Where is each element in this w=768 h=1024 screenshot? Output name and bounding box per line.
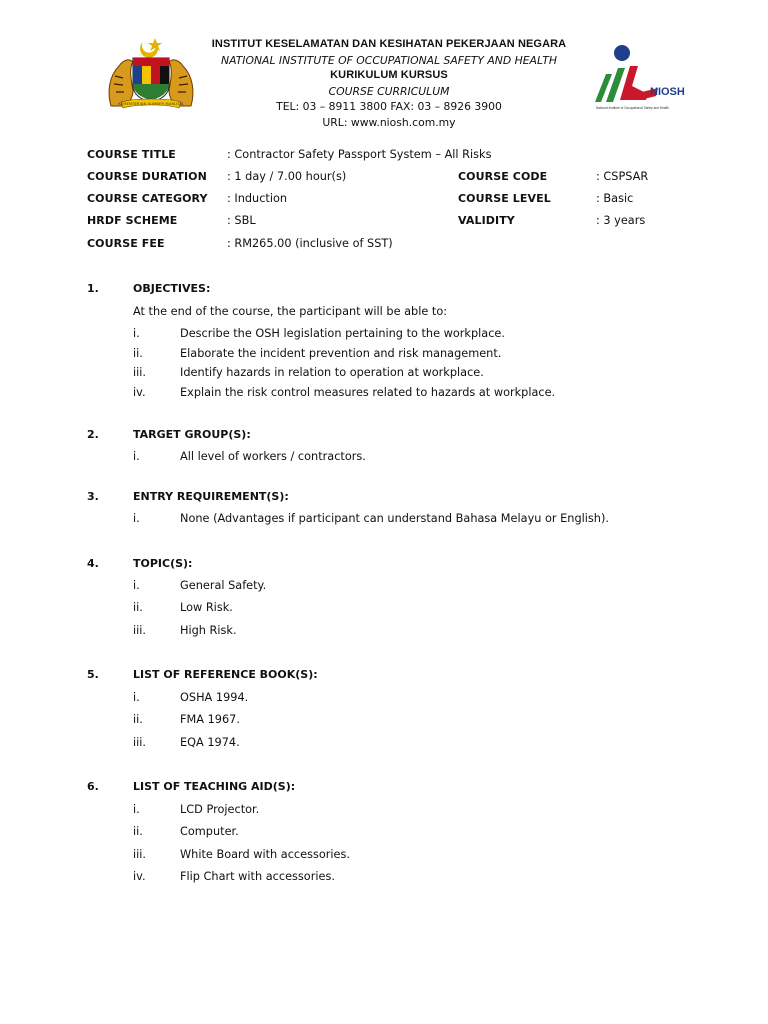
niosh-logo-text: NIOSH — [650, 86, 685, 98]
item-numeral: iv. — [133, 870, 146, 883]
item-numeral: i. — [133, 691, 140, 704]
list-item — [0, 364, 768, 382]
item-numeral: ii. — [133, 347, 143, 360]
course-fee-label: COURSE FEE — [87, 237, 165, 250]
item-numeral: i. — [133, 803, 140, 816]
item-numeral: i. — [133, 450, 140, 463]
coat-of-arms-logo — [103, 36, 199, 110]
objectives-intro: At the end of the course, the participant will be able to: — [133, 305, 448, 318]
section-title: TARGET GROUP(S): — [133, 428, 251, 441]
item-text: Describe the OSH legislation pertaining to the workplace. — [180, 327, 505, 340]
curriculum-title-malay: KURIKULUM KURSUS — [330, 69, 448, 82]
item-text: Identify hazards in relation to operation at workplace. — [180, 366, 484, 379]
list-item — [0, 868, 768, 886]
course-title-label: COURSE TITLE — [87, 148, 176, 161]
course-duration-value: : 1 day / 7.00 hour(s) — [227, 170, 347, 183]
course-code-label: COURSE CODE — [458, 170, 548, 183]
validity-label: VALIDITY — [458, 214, 515, 227]
item-numeral: iii. — [133, 624, 147, 637]
item-text: Explain the risk control measures related to hazards at workplace. — [180, 386, 556, 399]
item-text: High Risk. — [180, 624, 237, 637]
course-category-value: : Induction — [227, 192, 288, 205]
item-text: Elaborate the incident prevention and risk management. — [180, 347, 502, 360]
list-item — [0, 622, 768, 640]
institute-name-malay: INSTITUT KESELAMATAN DAN KESIHATAN PEKERJAAN NEGARA — [211, 38, 567, 50]
list-item — [0, 325, 768, 343]
section-number: 6. — [87, 780, 99, 793]
list-item — [0, 846, 768, 864]
item-numeral: iv. — [133, 386, 146, 399]
list-item — [0, 711, 768, 729]
course-fee-value: : RM265.00 (inclusive of SST) — [227, 237, 393, 250]
item-numeral: ii. — [133, 713, 143, 726]
section-title: ENTRY REQUIREMENT(S): — [133, 490, 289, 503]
section-teaching-aids-heading — [0, 778, 768, 796]
item-text: Low Risk. — [180, 601, 233, 614]
list-item — [0, 823, 768, 841]
document-header — [190, 37, 588, 131]
hrdf-scheme-value: : SBL — [227, 214, 256, 227]
list-item — [0, 577, 768, 595]
item-numeral: ii. — [133, 601, 143, 614]
hrdf-scheme-row — [0, 212, 768, 230]
list-item — [0, 448, 768, 466]
item-numeral: i. — [133, 327, 140, 340]
section-number: 3. — [87, 490, 99, 503]
section-number: 2. — [87, 428, 99, 441]
institute-name-english: NATIONAL INSTITUTE OF OCCUPATIONAL SAFETY AND HEALTH — [221, 53, 557, 67]
section-number: 1. — [87, 282, 99, 295]
section-number: 4. — [87, 557, 99, 570]
item-text: OSHA 1994. — [180, 691, 249, 704]
list-item — [0, 345, 768, 363]
contact-phone-fax: TEL: 03 – 8911 3800 FAX: 03 – 8926 3900 — [276, 100, 502, 114]
item-numeral: iii. — [133, 366, 147, 379]
section-title: LIST OF REFERENCE BOOK(S): — [133, 668, 318, 681]
item-numeral: iii. — [133, 848, 147, 861]
niosh-logo-subtext: National Institute of Occupational Safety and Health — [596, 106, 670, 110]
course-fee-row — [0, 235, 768, 253]
item-text: All level of workers / contractors. — [180, 450, 366, 463]
section-target-group-heading — [0, 426, 768, 444]
list-item — [0, 384, 768, 402]
list-item — [0, 599, 768, 617]
curriculum-title-english: COURSE CURRICULUM — [328, 84, 450, 98]
item-numeral: ii. — [133, 825, 143, 838]
course-category-label: COURSE CATEGORY — [87, 192, 208, 205]
course-title-value: : Contractor Safety Passport System – All Risks — [227, 148, 492, 161]
item-text: Flip Chart with accessories. — [180, 870, 335, 883]
item-text: LCD Projector. — [180, 803, 260, 816]
section-title: OBJECTIVES: — [133, 282, 211, 295]
section-topics-heading — [0, 555, 768, 573]
section-entry-requirements-heading — [0, 488, 768, 506]
course-code-value: : CSPSAR — [596, 170, 649, 183]
item-text: General Safety. — [180, 579, 267, 592]
course-duration-row — [0, 168, 768, 186]
section-title: LIST OF TEACHING AID(S): — [133, 780, 296, 793]
contact-url: URL: www.niosh.com.my — [322, 115, 456, 129]
hrdf-scheme-label: HRDF SCHEME — [87, 214, 178, 227]
section-reference-books-heading — [0, 666, 768, 684]
list-item — [0, 510, 768, 528]
list-item — [0, 801, 768, 819]
course-category-row — [0, 190, 768, 208]
validity-value: : 3 years — [596, 214, 646, 227]
item-text: White Board with accessories. — [180, 848, 350, 861]
section-title: TOPIC(S): — [133, 557, 193, 570]
item-text: None (Advantages if participant can understand Bahasa Melayu or English). — [180, 512, 609, 525]
course-level-value: : Basic — [596, 192, 634, 205]
section-number: 5. — [87, 668, 99, 681]
crest-caption: KEMENTERIAN SUMBER MANUSIA — [118, 102, 184, 106]
list-item — [0, 689, 768, 707]
course-title-row — [0, 146, 768, 164]
course-level-label: COURSE LEVEL — [458, 192, 551, 205]
item-numeral: i. — [133, 512, 140, 525]
section-objectives-heading — [0, 280, 768, 298]
item-text: FMA 1967. — [180, 713, 240, 726]
item-text: EQA 1974. — [180, 736, 240, 749]
item-numeral: iii. — [133, 736, 147, 749]
list-item — [0, 734, 768, 752]
item-text: Computer. — [180, 825, 239, 838]
item-numeral: i. — [133, 579, 140, 592]
course-duration-label: COURSE DURATION — [87, 170, 207, 183]
niosh-logo — [592, 44, 688, 112]
